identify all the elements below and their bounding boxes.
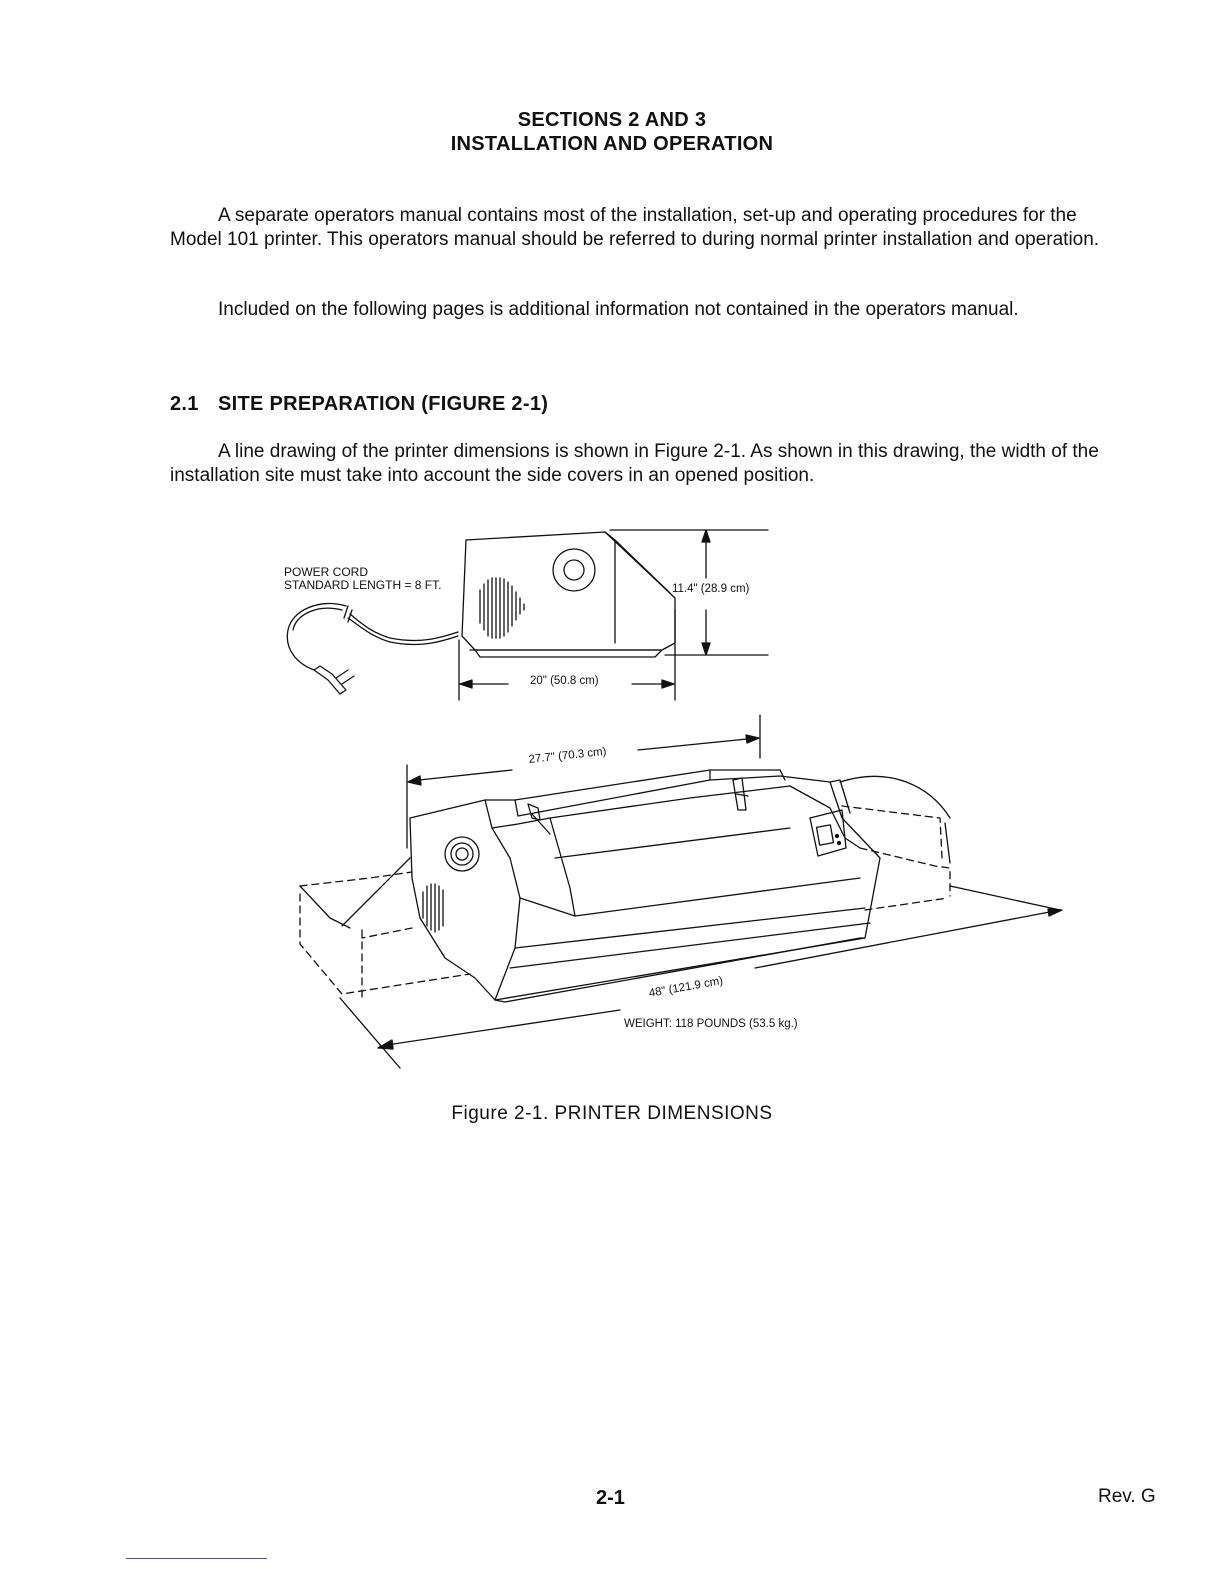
power-cord-label-line2: STANDARD LENGTH = 8 FT.: [284, 578, 442, 592]
speaker-grille-icon: [480, 578, 524, 638]
site-preparation-paragraph: [170, 440, 1100, 488]
intro-paragraph-1-text: A separate operators manual contains most of the installation, set-up and operating procedures for the Model 101 printer. This operators manual should be referred to during normal printer installation and operation.: [170, 205, 1100, 250]
revision-label: Rev. G: [1098, 1486, 1156, 1507]
section-title: SECTIONS 2 AND 3: [517, 109, 707, 131]
power-cord-drawing: [287, 603, 458, 694]
power-cord-label-line1: POWER CORD: [284, 565, 368, 579]
front-view-drawing: [300, 715, 1062, 1068]
height-dimension-label: 11.4" (28.9 cm): [672, 583, 750, 595]
section-subtitle: INSTALLATION AND OPERATION: [450, 133, 774, 155]
intro-paragraph-2: [170, 298, 1100, 322]
depth-dimension-label: 20" (50.8 cm): [530, 675, 599, 687]
section-2-1-heading-text: SITE PREPARATION (FIGURE 2-1): [218, 393, 549, 415]
side-view-drawing: [459, 530, 768, 700]
site-preparation-text: A line drawing of the printer dimensions is shown in Figure 2-1. As shown in this drawing, the width of the installation site must take into account the side covers in an opened position.: [170, 441, 1099, 486]
page-number: 2-1: [596, 1487, 625, 1509]
printer-dimensions-figure: [270, 518, 1090, 1078]
section-2-1-heading: [170, 393, 548, 416]
bottom-rule: [126, 1558, 267, 1559]
figure-caption: Figure 2-1. PRINTER DIMENSIONS: [451, 1103, 773, 1124]
section-2-1-number: 2.1: [170, 393, 199, 415]
intro-paragraph-2-text: Included on the following pages is additional information not contained in the operators manual.: [218, 299, 1019, 320]
closed-width-dimension-label: 27.7" (70.3 cm): [528, 745, 608, 766]
weight-label: WEIGHT: 118 POUNDS (53.5 kg.): [624, 1018, 798, 1030]
intro-paragraph-1: [170, 204, 1100, 252]
open-width-dimension-label: 48" (121.9 cm): [648, 974, 724, 1000]
